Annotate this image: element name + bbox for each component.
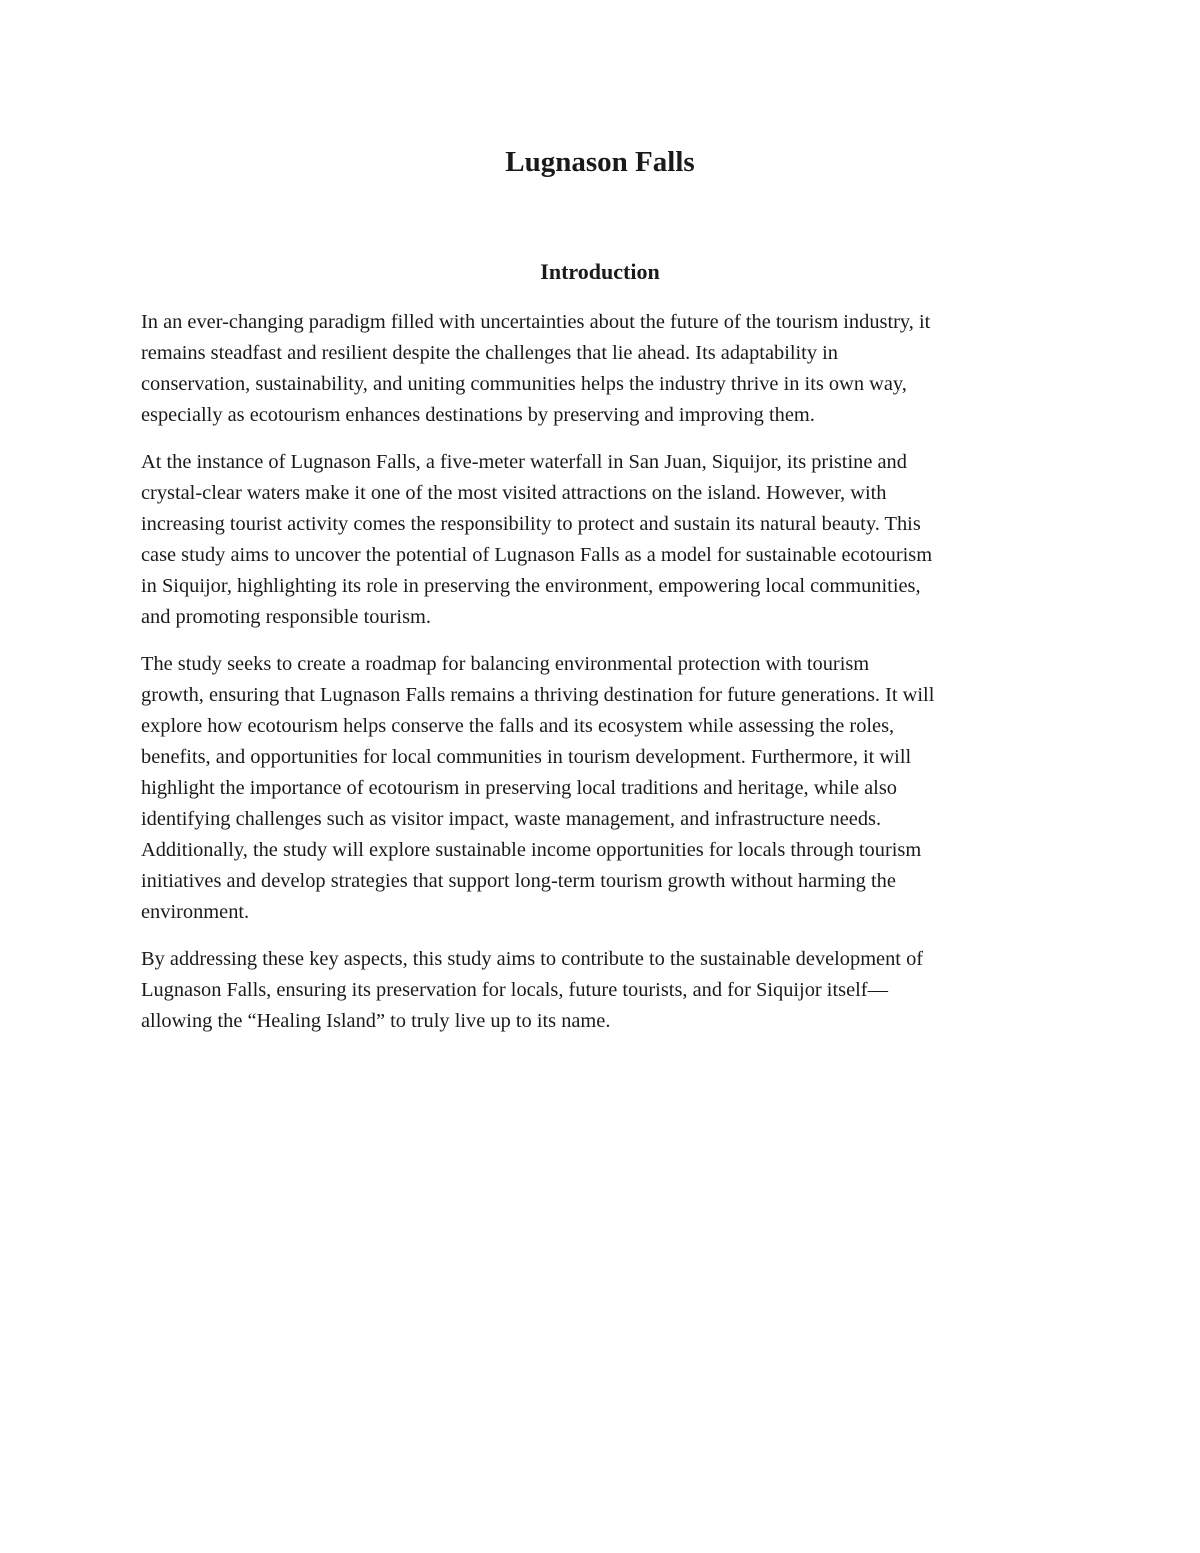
- paragraph-line: At the instance of Lugnason Falls, a five-meter waterfall in San Juan, Siquijor, its pristine and: [141, 451, 907, 473]
- paragraph-line: By addressing these key aspects, this study aims to contribute to the sustainable development of: [141, 948, 924, 970]
- paragraph-line: increasing tourist activity comes the responsibility to protect and sustain its natural beauty. This: [141, 513, 921, 535]
- paragraph-line: environment.: [141, 901, 250, 923]
- section-heading: Introduction: [540, 259, 660, 284]
- document-body: [141, 307, 1059, 1053]
- paragraph-line: and promoting responsible tourism.: [141, 606, 431, 628]
- paragraph-line: especially as ecotourism enhances destinations by preserving and improving them.: [141, 404, 815, 426]
- paragraph-line: benefits, and opportunities for local communities in tourism development. Furthermore, it will: [141, 746, 912, 768]
- paragraph-line: The study seeks to create a roadmap for balancing environmental protection with tourism: [141, 653, 870, 675]
- paragraph-line: highlight the importance of ecotourism in preserving local traditions and heritage, while also: [141, 777, 897, 799]
- paragraph: [141, 447, 1059, 633]
- paragraph-line: conservation, sustainability, and uniting communities helps the industry thrive in its own way,: [141, 373, 907, 395]
- document-title: Lugnason Falls: [505, 146, 695, 178]
- paragraph-line: Additionally, the study will explore sustainable income opportunities for locals through tourism: [141, 839, 922, 861]
- paragraph-line: initiatives and develop strategies that support long-term tourism growth without harming the: [141, 870, 896, 892]
- paragraph-line: growth, ensuring that Lugnason Falls remains a thriving destination for future generations. It will: [141, 684, 935, 706]
- paragraph-line: identifying challenges such as visitor impact, waste management, and infrastructure needs.: [141, 808, 882, 830]
- paragraph: [141, 944, 1059, 1037]
- paragraph-line: In an ever-changing paradigm filled with uncertainties about the future of the tourism industry, it: [141, 311, 931, 333]
- paragraph-line: Lugnason Falls, ensuring its preservation for locals, future tourists, and for Siquijor itself—: [141, 979, 888, 1001]
- paragraph-line: in Siquijor, highlighting its role in preserving the environment, empowering local communities,: [141, 575, 921, 597]
- paragraph: [141, 649, 1059, 928]
- paragraph-line: remains steadfast and resilient despite the challenges that lie ahead. Its adaptability in: [141, 342, 839, 364]
- paragraph-line: allowing the “Healing Island” to truly live up to its name.: [141, 1010, 611, 1032]
- paragraph-line: explore how ecotourism helps conserve the falls and its ecosystem while assessing the roles,: [141, 715, 895, 737]
- paragraph-line: case study aims to uncover the potential of Lugnason Falls as a model for sustainable ecotourism: [141, 544, 933, 566]
- paragraph-line: crystal-clear waters make it one of the most visited attractions on the island. However, with: [141, 482, 887, 504]
- paragraph: [141, 307, 1059, 431]
